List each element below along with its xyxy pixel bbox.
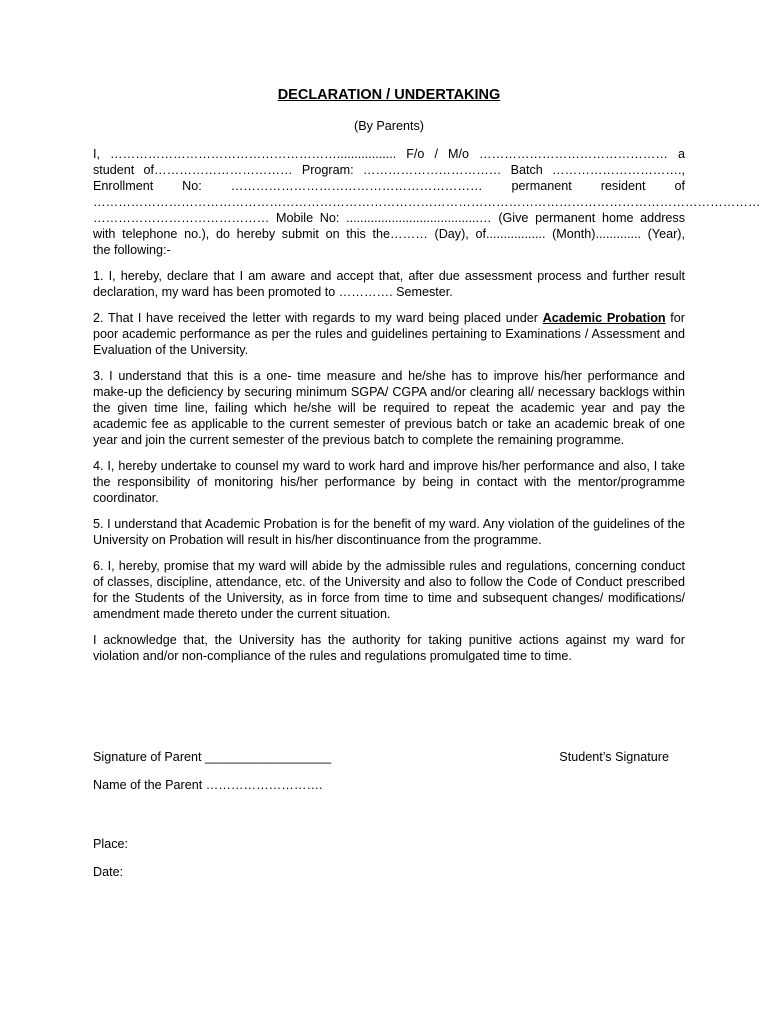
- intro-line: ……………………………………………………………………………………………………………………………………………: [93, 195, 761, 209]
- page-title: DECLARATION / UNDERTAKING: [277, 87, 501, 103]
- intro-line: the following:-: [93, 243, 171, 257]
- parent-signature-field[interactable]: Signature of Parent __________________: [93, 750, 332, 764]
- intro-line: …………………………………… Mobile No: ......................................… (Give permanent home address: [93, 211, 685, 225]
- paragraph-2-text: for poor academic performance as per the rules and guidelines pertaining to Examinations / Assessment and Evaluation of the University.: [93, 311, 685, 357]
- student-signature-label: Student’s Signature: [559, 750, 669, 764]
- academic-probation-emphasis: Academic Probation: [542, 311, 666, 325]
- intro-block: [93, 146, 761, 258]
- intro-line: with telephone no.), do hereby submit on this the……… (Day), of................. (Month)............. (Year),: [93, 227, 685, 241]
- document-body: [93, 87, 761, 664]
- place-field[interactable]: Place:: [93, 837, 129, 851]
- paragraph-1: 1. I, hereby, declare that I am aware and accept that, after due assessment process and further result declaration, my ward has been promoted to …………. Semester.: [93, 269, 685, 299]
- date-field[interactable]: Date:: [93, 865, 124, 879]
- acknowledgement: I acknowledge that, the University has the authority for taking punitive actions against my ward for violation and/or non-compliance of the rules and regulations promulgated time to time.: [93, 633, 685, 663]
- intro-line: I, ………………………………………………................. F/o / M/o ……………………………………… a: [93, 147, 685, 161]
- paragraph-5: 5. I understand that Academic Probation is for the benefit of my ward. Any violation of the guidelines of the University on Probation will result in his/her discontinuance from the programme.: [93, 517, 685, 547]
- paragraph-6: 6. I, hereby, promise that my ward will abide by the admissible rules and regulations, concerning conduct of classes, discipline, attendance, etc. of the University and also to follow the Code of Conduct prescribed for the Students of the University, as in force from time to time and subsequent changes/ modifications/ amendment made thereto under the current situation.: [93, 559, 685, 621]
- intro-line: Enrollment No: …………………………………………………… permanent resident of: [93, 179, 685, 193]
- intro-line: student of…………………………… Program: …………………………… Batch ………………………….,: [93, 163, 685, 177]
- parent-name-field[interactable]: Name of the Parent ……………………….: [93, 778, 323, 792]
- paragraph-3: 3. I understand that this is a one- time measure and he/she has to improve his/her performance and make-up the deficiency by securing minimum SGPA/ CGPA and/or clearing all/ necessary backlogs within the given time line, failing which he/she will be required to repeat the academic year and pay the academic fee as applicable to the current semester of previous batch or take an academic break of one year and join the current semester of the previous batch to complete the remaining programme.: [93, 369, 685, 447]
- page-subtitle: (By Parents): [354, 119, 424, 133]
- paragraph-2-text: 2. That I have received the letter with regards to my ward being placed under: [93, 311, 543, 325]
- paragraph-2: [93, 310, 685, 358]
- paragraph-4: 4. I, hereby undertake to counsel my ward to work hard and improve his/her performance and also, I take the responsibility of monitoring his/her performance by being in contact with the mentor/programme coordinator.: [93, 459, 685, 505]
